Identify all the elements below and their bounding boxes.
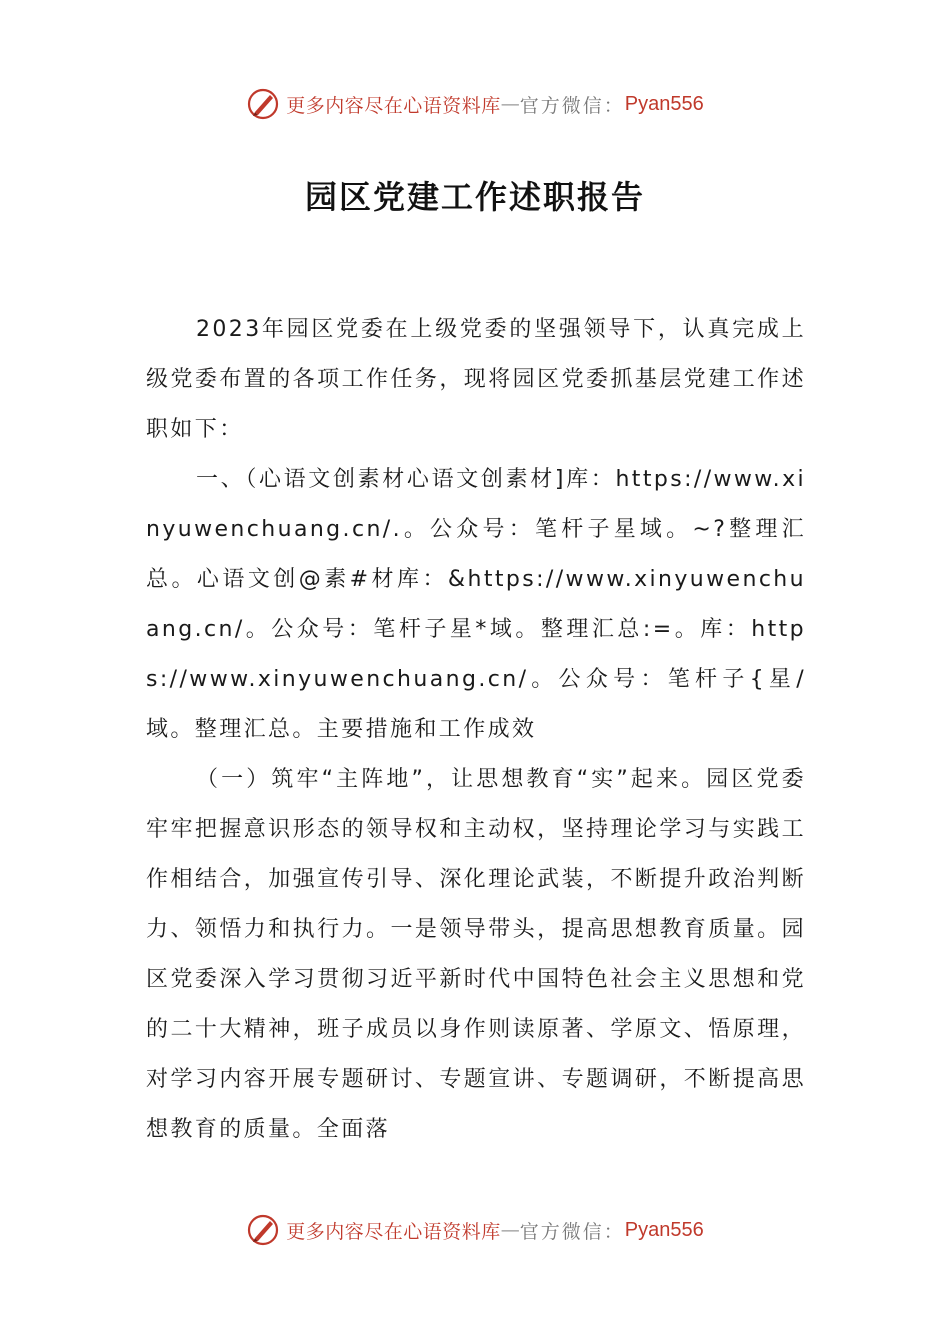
paragraph-section-one: 一、（心语文创素材心语文创素材]库：https://www.xinyuwenchuang.cn/.。公众号：笔杆子星域。~?整理汇总。心语文创@素#材库：&https://www.xinyuwenchuang.cn/。公众号：笔杆子星*域。整理汇总:=。库：https://www.xinyuwenchuang.cn/。公众号：笔杆子{星/域。整理汇总。主要措施和工作成效 <box>146 467 806 742</box>
header-banner <box>0 82 950 126</box>
footer-banner <box>0 1208 950 1252</box>
banner-dash: — <box>500 93 520 115</box>
quill-pen-logo-icon <box>246 87 280 121</box>
document-body <box>146 305 806 1155</box>
paragraph-intro: 2023年园区党委在上级党委的坚强领导下，认真完成上级党委布置的各项工作任务，现将园区党委抓基层党建工作述职如下： <box>146 317 806 442</box>
banner-main-text: 更多内容尽在心语资料库 <box>286 94 501 117</box>
banner-wechat-label: 官方微信： <box>519 94 625 117</box>
banner-wechat-id: Pyan556 <box>624 92 704 115</box>
paragraph-subsection-one: （一）筑牢“主阵地”，让思想教育“实”起来。园区党委牢牢把握意识形态的领导权和主动权，坚持理论学习与实践工作相结合，加强宣传引导、深化理论武装，不断提升政治判断力、领悟力和执行力。一是领导带头，提高思想教育质量。园区党委深入学习贯彻习近平新时代中国特色社会主义思想和党的二十大精神，班子成员以身作则读原著、学原文、悟原理，对学习内容开展专题研讨、专题宣讲、专题调研，不断提高思想教育的质量。全面落 <box>146 767 806 1142</box>
quill-pen-logo-icon <box>246 1213 280 1247</box>
document-title: 园区党建工作述职报告 <box>304 178 645 216</box>
banner-dash: — <box>500 1219 520 1241</box>
banner-wechat-label: 官方微信： <box>519 1220 625 1243</box>
banner-main-text: 更多内容尽在心语资料库 <box>286 1220 501 1243</box>
banner-wechat-id: Pyan556 <box>624 1218 704 1241</box>
